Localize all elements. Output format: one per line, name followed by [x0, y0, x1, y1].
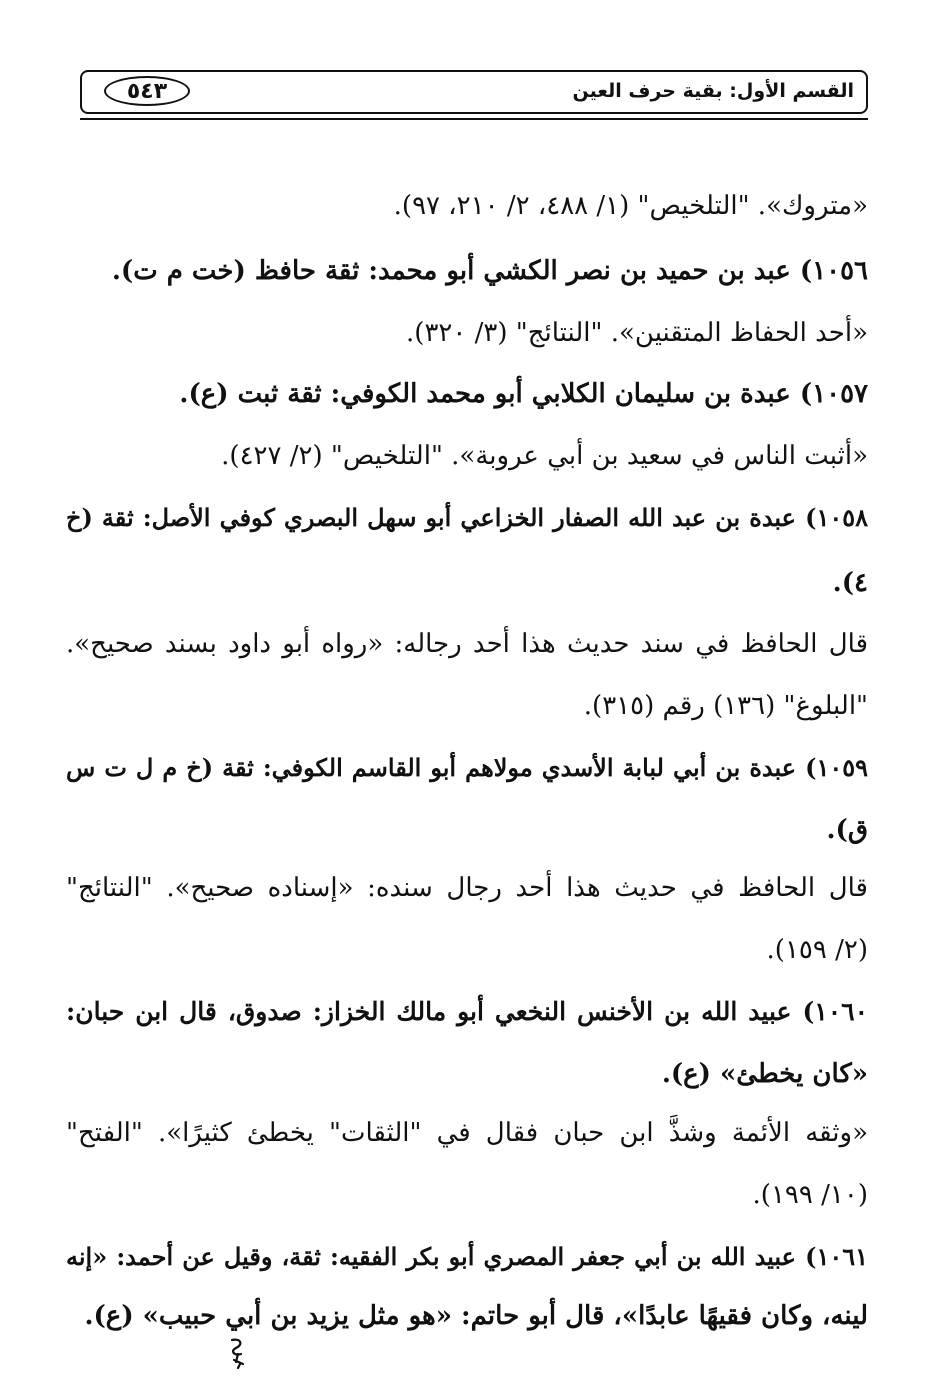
- entry-number: ١٠٥٧): [799, 379, 868, 409]
- text-line: قال الحافظ في سند حديث هذا أحد رجاله: «رواه أبو داود بسند صحيح».: [66, 629, 868, 659]
- running-title: القسم الأول: بقية حرف العين: [572, 80, 854, 102]
- entry-line: ١٠٥٦) عبد بن حميد بن نصر الكشي أبو محمد: ثقة حافظ (خت م ت).: [111, 256, 868, 286]
- entry-number: ١٠٦١): [805, 1242, 868, 1271]
- text-line: «أحد الحفاظ المتقنين». "النتائج" (٣/ ٣٢٠).: [406, 318, 868, 348]
- entry-number: ١٠٦٠): [802, 997, 868, 1026]
- catchword-mark-icon: [226, 1336, 250, 1370]
- entry-line: ١٠٥٨) عبدة بن عبد الله الصفار الخزاعي أبو سهل البصري كوفي الأصل: ثقة (خ: [66, 503, 868, 532]
- entry-line: ١٠٥٩) عبدة بن أبي لبابة الأسدي مولاهم أبو القاسم الكوفي: ثقة (خ م ل ت س: [66, 753, 869, 782]
- header-rule: [80, 118, 868, 120]
- entry-number: ١٠٥٨): [805, 503, 868, 532]
- text-line: «وثقه الأئمة وشذَّ ابن حبان فقال في "الثقات" يخطئ كثيرًا». "الفتح": [66, 1118, 868, 1148]
- entry-number: ١٠٥٩): [805, 753, 869, 782]
- entry-line-continuation: ٤).: [832, 568, 868, 598]
- entry-number: ١٠٥٦): [799, 256, 868, 286]
- text-line: (٢/ ١٥٩).: [766, 935, 868, 965]
- entry-line-continuation: «كان يخطئ» (ع).: [661, 1059, 868, 1089]
- entry-line: ١٠٥٧) عبدة بن سليمان الكلابي أبو محمد الكوفي: ثقة ثبت (ع).: [179, 379, 868, 409]
- entry-line: ١٠٦٠) عبيد الله بن الأخنس النخعي أبو مالك الخزاز: صدوق، قال ابن حبان:: [66, 997, 868, 1026]
- text-line: «أثبت الناس في سعيد بن أبي عروبة». "التلخيص" (٢/ ٤٢٧).: [221, 441, 868, 471]
- entry-line-continuation: ق).: [826, 815, 868, 845]
- entry-line-continuation: لينه، وكان فقيهًا عابدًا»، قال أبو حاتم: «هو مثل يزيد بن أبي حبيب» (ع).: [84, 1301, 868, 1331]
- text-line: قال الحافظ في حديث هذا أحد رجال سنده: «إسناده صحيح». "النتائج": [66, 873, 868, 903]
- page-number: ٥٤٣: [104, 76, 190, 106]
- text-line: "البلوغ" (١٣٦) رقم (٣١٥).: [583, 691, 868, 721]
- text-line: (١٠/ ١٩٩).: [752, 1180, 868, 1210]
- text-line: «متروك». "التلخيص" (١/ ٤٨٨، ٢/ ٢١٠، ٩٧).: [393, 191, 868, 221]
- entry-line: ١٠٦١) عبيد الله بن أبي جعفر المصري أبو بكر الفقيه: ثقة، وقيل عن أحمد: «إنه: [66, 1242, 868, 1271]
